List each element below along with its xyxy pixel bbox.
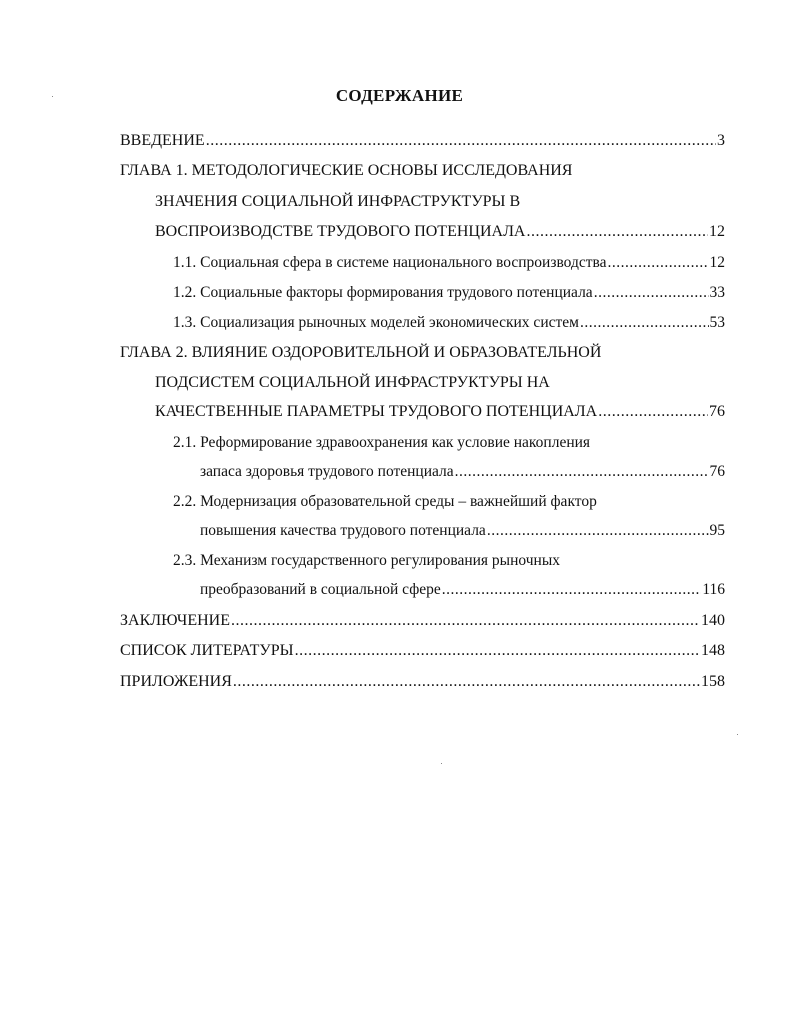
chapter-1-title-line-1[interactable]: ГЛАВА 1. МЕТОДОЛОГИЧЕСКИЕ ОСНОВЫ ИССЛЕДОВАНИЯ — [120, 162, 573, 179]
scan-speck — [737, 734, 738, 735]
toc-page-number: 116 — [702, 581, 725, 598]
toc-page-number: 12 — [709, 254, 725, 271]
toc-entry-label: 1.2. Социальные факторы формирования трудового потенциала — [173, 284, 593, 301]
toc-page-number: 140 — [701, 612, 725, 629]
toc-page-number: 3 — [717, 132, 725, 149]
scan-speck — [52, 96, 53, 97]
chapter-2-title-line-3: КАЧЕСТВЕННЫЕ ПАРАМЕТРЫ ТРУДОВОГО ПОТЕНЦИАЛА — [155, 403, 598, 420]
chapter-2-title-line-1[interactable]: ГЛАВА 2. ВЛИЯНИЕ ОЗДОРОВИТЕЛЬНОЙ И ОБРАЗОВАТЕЛЬНОЙ — [120, 344, 602, 361]
section-2-1-title-line-1[interactable]: 2.1. Реформирование здравоохранения как условие накопления — [173, 434, 591, 451]
section-2-3-title-line-2: преобразований в социальной сфере — [200, 581, 441, 598]
toc-entry-chapter-2[interactable] — [155, 402, 725, 422]
toc-entry-label: ПРИЛОЖЕНИЯ — [120, 673, 232, 690]
chapter-1-title-line-3: ВОСПРОИЗВОДСТВЕ ТРУДОВОГО ПОТЕНЦИАЛА — [155, 223, 526, 240]
toc-entry-section-1-2[interactable] — [173, 283, 725, 303]
toc-leader-dots — [442, 580, 702, 600]
section-2-2-title-line-2: повышения качества трудового потенциала — [200, 522, 486, 539]
toc-entry-conclusion[interactable] — [120, 611, 725, 631]
toc-entry-section-2-1[interactable] — [200, 462, 725, 482]
toc-page-number: 76 — [709, 403, 725, 420]
toc-entry-section-1-3[interactable] — [173, 313, 725, 333]
toc-entry-label: ЗАКЛЮЧЕНИЕ — [120, 612, 230, 629]
toc-leader-dots — [487, 521, 709, 541]
toc-leader-dots — [233, 672, 700, 692]
toc-entry-section-1-1[interactable] — [173, 253, 725, 273]
toc-entry-bibliography[interactable] — [120, 641, 725, 661]
toc-entry-label: 1.1. Социальная сфера в системе национального воспроизводства — [173, 254, 607, 271]
page-title: СОДЕРЖАНИЕ — [335, 86, 464, 105]
toc-entry-section-2-2[interactable] — [200, 521, 725, 541]
toc-entry-label: СПИСОК ЛИТЕРАТУРЫ — [120, 642, 294, 659]
toc-leader-dots — [206, 131, 716, 151]
toc-page-number: 53 — [709, 314, 725, 331]
toc-page-number: 12 — [709, 223, 725, 240]
toc-entry-section-2-3[interactable] — [200, 580, 725, 600]
toc-leader-dots — [580, 313, 709, 333]
section-2-2-title-line-1[interactable]: 2.2. Модернизация образовательной среды – важнейший фактор — [173, 493, 597, 510]
toc-page-number: 148 — [701, 642, 725, 659]
toc-entry-label: ВВЕДЕНИЕ — [120, 132, 205, 149]
toc-leader-dots — [231, 611, 700, 631]
toc-entry-label: 1.3. Социализация рыночных моделей экономических систем — [173, 314, 579, 331]
toc-page-number: 33 — [709, 284, 725, 301]
toc-leader-dots — [598, 402, 708, 422]
section-2-1-title-line-2: запаса здоровья трудового потенциала — [200, 463, 454, 480]
toc-page-number: 95 — [709, 522, 725, 539]
toc-leader-dots — [608, 253, 709, 273]
toc-entry-chapter-1[interactable] — [155, 222, 725, 242]
toc-entry-appendices[interactable] — [120, 672, 725, 692]
toc-leader-dots — [455, 462, 709, 482]
section-2-3-title-line-1[interactable]: 2.3. Механизм государственного регулирования рыночных — [173, 552, 560, 569]
toc-leader-dots — [295, 641, 700, 661]
scan-speck — [441, 763, 442, 764]
toc-entry-introduction[interactable] — [120, 131, 725, 151]
chapter-1-title-line-2[interactable]: ЗНАЧЕНИЯ СОЦИАЛЬНОЙ ИНФРАСТРУКТУРЫ В — [155, 193, 521, 210]
chapter-2-title-line-2[interactable]: ПОДСИСТЕМ СОЦИАЛЬНОЙ ИНФРАСТРУКТУРЫ НА — [155, 374, 550, 391]
toc-page-number: 76 — [709, 463, 725, 480]
toc-page-number: 158 — [701, 673, 725, 690]
toc-leader-dots — [526, 222, 708, 242]
toc-leader-dots — [594, 283, 709, 303]
